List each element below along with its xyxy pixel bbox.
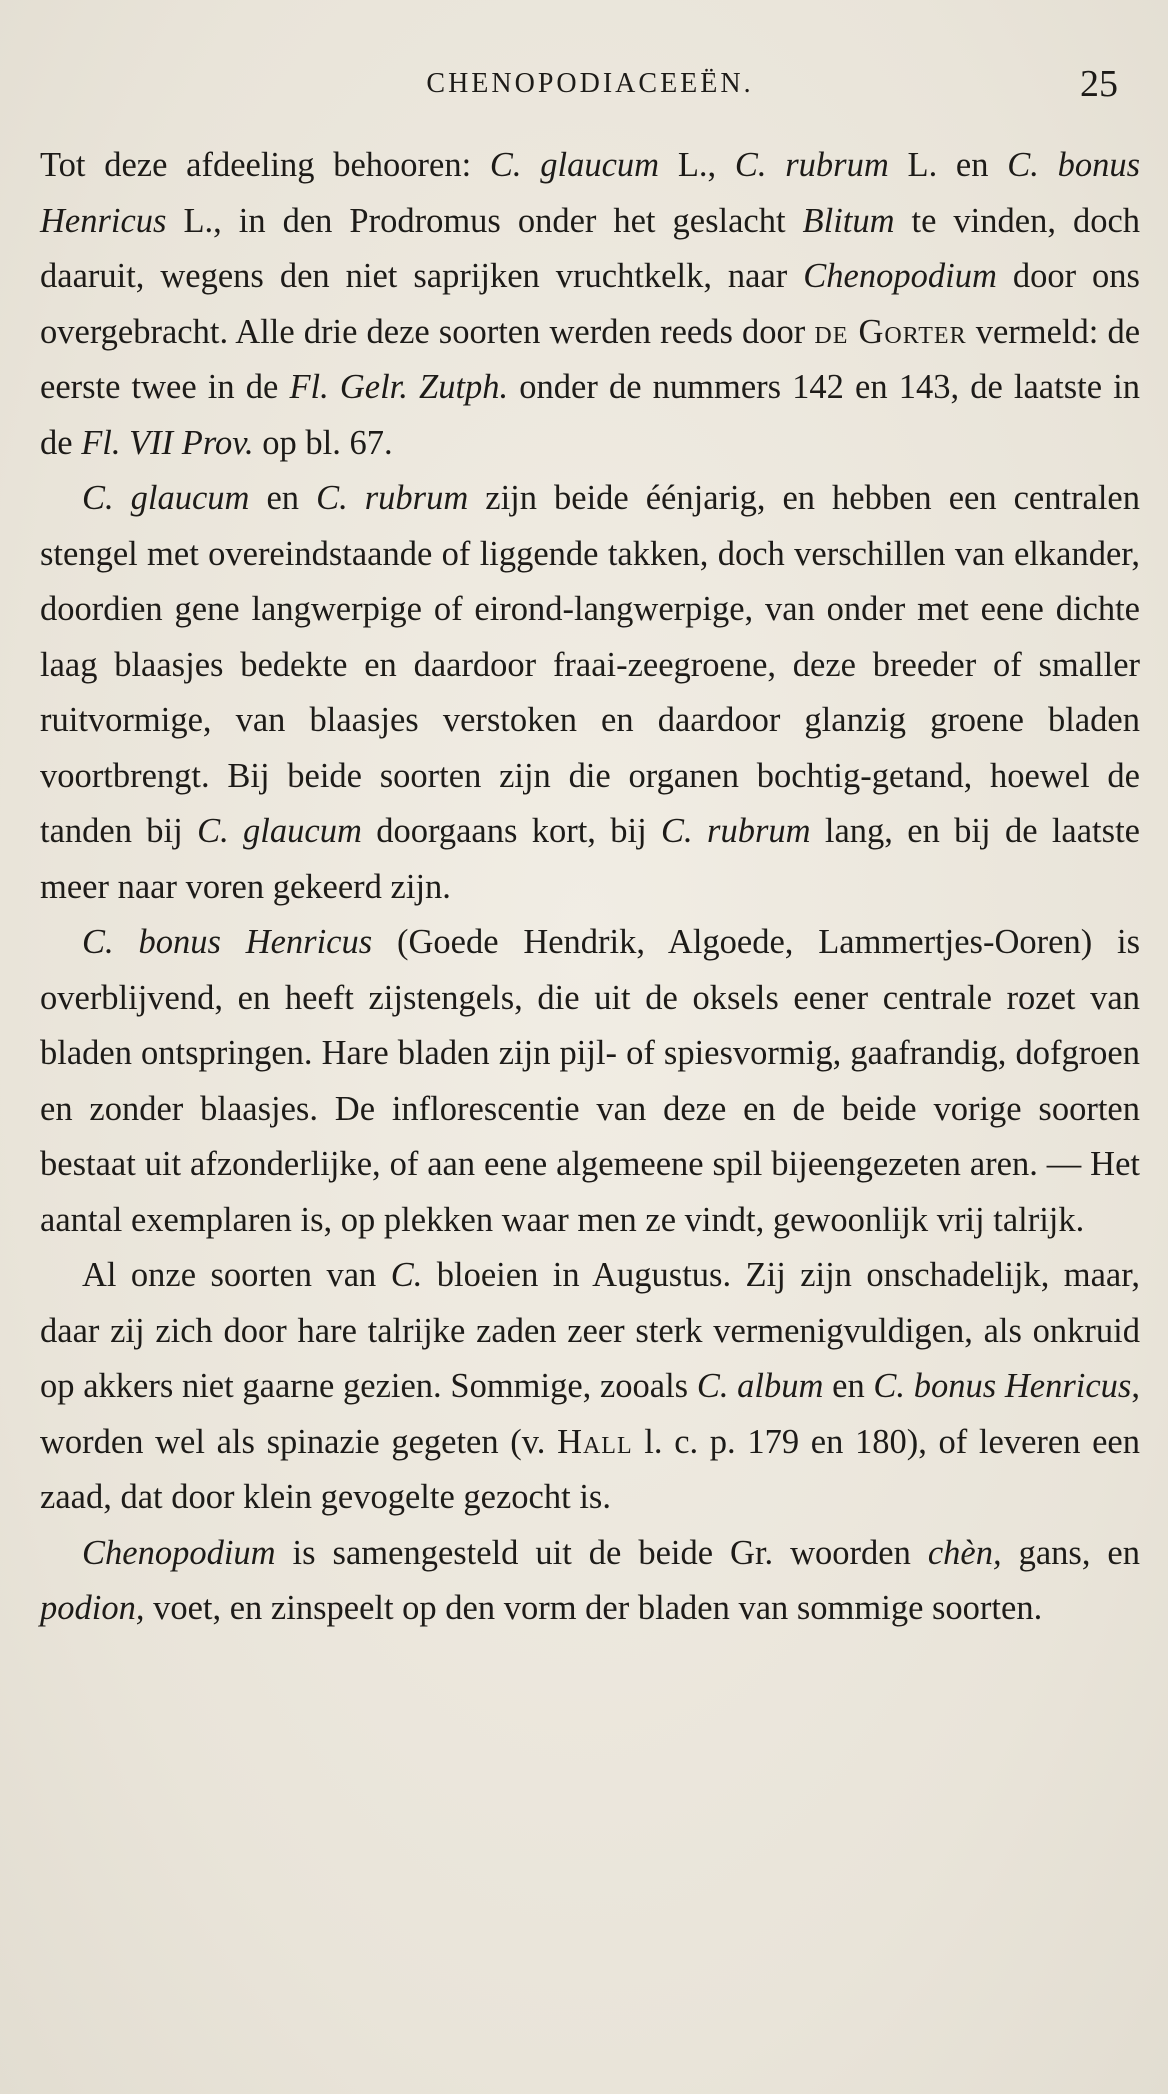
running-title: CHENOPODIACEEËN. bbox=[426, 68, 754, 99]
text-run: bloeien in Augustus. Zij zijn onschadelijk, maar, daar zij zich door hare talrijke zaden zeer sterk vermenigvuldigen, als onkruid op akkers niet gaarne gezien. Sommige, zooals bbox=[40, 1256, 1140, 1405]
text-run: l. c. p. 179 en 180), of leveren een zaad, dat door klein gevogelte gezocht is. bbox=[40, 1422, 1140, 1516]
italic-run: C. bonus Henricus bbox=[40, 146, 1141, 240]
italic-run: C. rubrum bbox=[316, 479, 469, 517]
text-run: L., bbox=[659, 146, 735, 184]
text-run: Al onze soorten van bbox=[82, 1256, 391, 1294]
italic-run: Chenopodium bbox=[82, 1533, 276, 1572]
italic-run: C. album bbox=[696, 1367, 824, 1405]
text-run: (Goede Hendrik, Algoede, Lammertjes-Ooren) is overblijvend, en heeft zijstengels, die uit de oksels eener centrale rozet van bladen ontspringen. Hare bladen zijn pijl- of spiesvormig, gaafrandig, dofgroen en zonder blaasjes. De inflorescentie van deze en de beide vorige soorten bestaat uit afzonderlijke, of aan eene algemeene spil bijeengezeten aren. — Het aantal exemplaren is, op plekken waar men ze vindt, gewoonlijk vrij talrijk. bbox=[40, 923, 1140, 1239]
text-run: lang, en bij de laatste meer naar voren gekeerd zijn. bbox=[40, 812, 1140, 906]
italic-run: C. bbox=[390, 1256, 423, 1294]
text-run: Tot deze afdeeling behooren: bbox=[40, 146, 490, 184]
text-run: onder de nummers 142 en 143, de laatste in de bbox=[40, 368, 1140, 462]
paragraph-4 bbox=[40, 1248, 1140, 1526]
italic-run: C. bonus Henricus bbox=[82, 923, 373, 961]
italic-run: C. bonus Henricus bbox=[873, 1367, 1132, 1405]
italic-run: C. glaucum bbox=[489, 146, 660, 184]
italic-run: podion, bbox=[40, 1589, 145, 1627]
text-run: en bbox=[249, 479, 317, 517]
text-run: , worden wel als spinazie gegeten (v. bbox=[40, 1367, 1140, 1461]
text-run: gans, en bbox=[1001, 1533, 1140, 1572]
author-name: de Gorter bbox=[814, 312, 967, 351]
paragraph-5 bbox=[40, 1526, 1140, 1637]
text-run: en bbox=[823, 1367, 874, 1405]
paragraph-3 bbox=[40, 915, 1140, 1248]
paragraph-1 bbox=[40, 138, 1140, 471]
paragraph-2 bbox=[40, 471, 1140, 915]
text-run: L., in den Prodromus onder het geslacht bbox=[166, 201, 803, 240]
italic-run: Chenopodium bbox=[803, 257, 997, 295]
italic-run: C. rubrum bbox=[734, 146, 889, 184]
text-run: op bl. 67. bbox=[253, 423, 393, 462]
text-run: L. en bbox=[888, 146, 1008, 184]
text-run: door ons overgebracht. Alle drie deze soorten werden reeds door bbox=[40, 257, 1140, 351]
italic-run: Fl. VII Prov. bbox=[81, 423, 254, 462]
italic-run: chèn, bbox=[927, 1533, 1002, 1572]
page-number: 25 bbox=[1080, 63, 1118, 105]
italic-run: C. glaucum bbox=[82, 479, 250, 517]
text-run: vermeld: de eerste twee in de bbox=[40, 312, 1141, 406]
text-run: te vinden, doch daaruit, wegens den niet saprijken vruchtkelk, naar bbox=[40, 201, 1141, 295]
author-name: Hall bbox=[557, 1422, 633, 1461]
italic-run: C. rubrum bbox=[661, 812, 811, 850]
text-run: voet, en zinspeelt op den vorm der bladen van sommige soorten. bbox=[144, 1589, 1043, 1627]
text-run: is samengesteld uit de beide Gr. woorden bbox=[275, 1533, 928, 1572]
text-run: zijn beide éénjarig, en hebben een centralen stengel met overeindstaande of liggende takken, doch verschillen van elkander, doordien gene langwerpige of eirond-langwerpige, van onder met eene dichte laag blaasjes bedekte en daardoor fraai-zeegroene, deze breeder of smaller ruitvormige, van blaasjes verstoken en daardoor glanzig groene bladen voortbrengt. Bij beide soorten zijn die organen bochtig-getand, hoewel de tanden bij bbox=[40, 479, 1140, 850]
italic-run: Fl. Gelr. Zutph. bbox=[289, 368, 509, 406]
italic-run: C. glaucum bbox=[197, 812, 362, 850]
italic-run: Blitum bbox=[802, 201, 895, 240]
body-text bbox=[40, 138, 1140, 1637]
page-header bbox=[40, 62, 1140, 112]
text-run: doorgaans kort, bij bbox=[361, 812, 662, 850]
